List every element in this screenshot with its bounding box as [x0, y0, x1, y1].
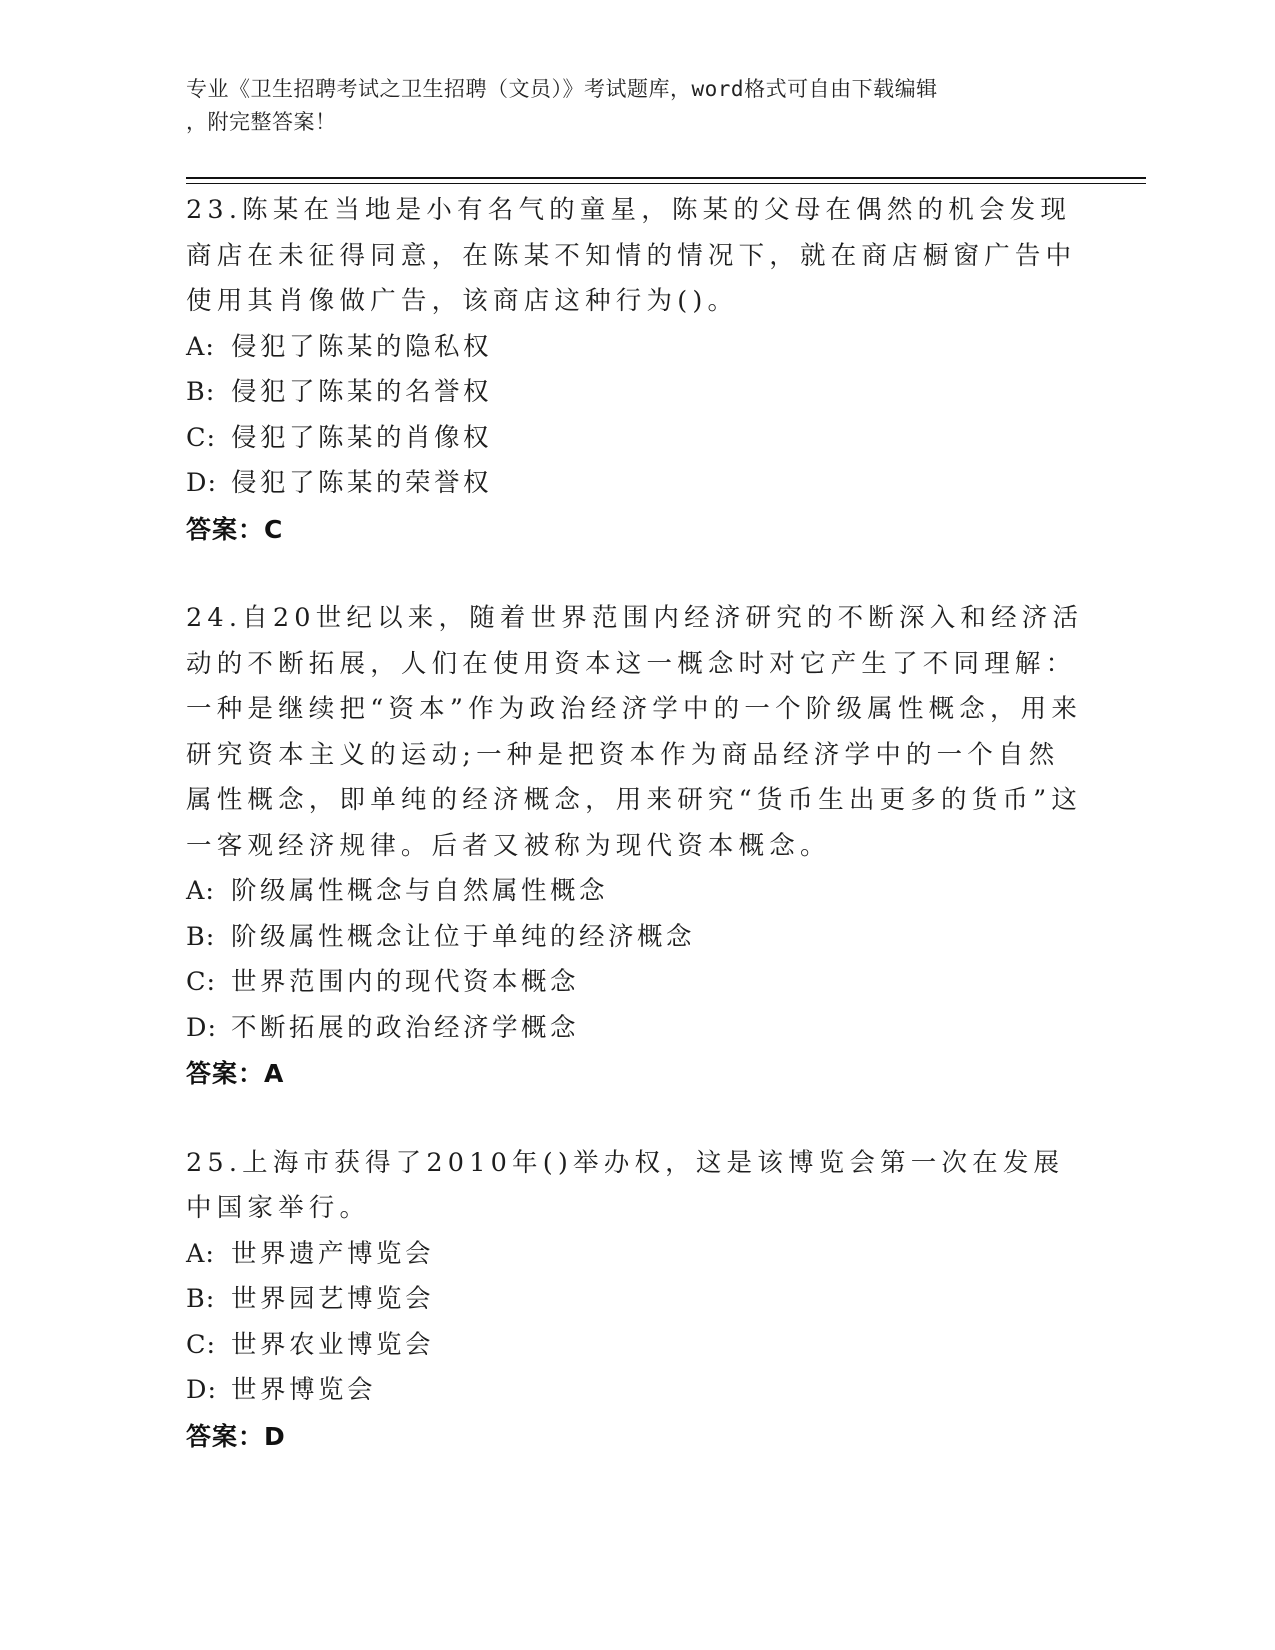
- option-text: 阶级属性概念与自然属性概念: [231, 876, 609, 906]
- option-text: 世界园艺博览会: [231, 1284, 435, 1314]
- option-c: [186, 416, 1086, 462]
- question-stem: 25.上海市获得了2010年()举办权，这是该博览会第一次在发展中国家举行。: [186, 1147, 1065, 1223]
- option-c: [186, 1323, 1086, 1369]
- option-key: B:: [186, 1284, 216, 1314]
- option-b: [186, 370, 1086, 416]
- option-key: B:: [186, 377, 216, 407]
- header-divider-thin: [186, 183, 1146, 184]
- option-text: 世界范围内的现代资本概念: [231, 967, 580, 997]
- option-key: C:: [186, 422, 217, 453]
- option-key: B:: [186, 921, 216, 952]
- option-text: 阶级属性概念让位于单纯的经济概念: [231, 921, 696, 952]
- option-text: 不断拓展的政治经济学概念: [231, 1012, 580, 1043]
- option-b: [186, 1277, 1086, 1323]
- option-key: D:: [186, 468, 218, 498]
- option-d: [186, 1006, 1086, 1052]
- question-23: [186, 188, 1086, 552]
- answer: 答案：A: [186, 1059, 285, 1088]
- question-24: [186, 596, 1086, 1097]
- option-d: [186, 461, 1086, 507]
- answer: 答案：D: [186, 1421, 286, 1451]
- option-text: 世界遗产博览会: [231, 1238, 435, 1269]
- option-key: C:: [186, 1329, 217, 1360]
- option-d: [186, 1368, 1086, 1414]
- answer: 答案：C: [186, 514, 284, 544]
- question-25: [186, 1141, 1086, 1460]
- option-text: 侵犯了陈某的名誉权: [231, 377, 493, 407]
- option-c: [186, 960, 1086, 1006]
- header-line-1: 专业《卫生招聘考试之卫生招聘（文员）》考试题库，word格式可自由下载编辑: [186, 77, 938, 101]
- option-key: A:: [186, 331, 216, 362]
- question-list: [186, 188, 1086, 1503]
- option-text: 世界农业博览会: [231, 1329, 435, 1360]
- option-key: A:: [186, 1238, 216, 1269]
- option-a: [186, 869, 1086, 915]
- option-text: 侵犯了陈某的肖像权: [231, 422, 493, 453]
- option-text: 侵犯了陈某的隐私权: [231, 331, 493, 362]
- option-b: [186, 915, 1086, 961]
- question-stem: 23.陈某在当地是小有名气的童星，陈某的父母在偶然的机会发现商店在未征得同意，在陈某不知情的情况下，就在商店橱窗广告中使用其肖像做广告，该商店这种行为()。: [186, 195, 1077, 316]
- header-divider-thick: [186, 177, 1146, 179]
- option-a: [186, 1232, 1086, 1278]
- option-text: 世界博览会: [231, 1375, 377, 1405]
- header-line-2: ，附完整答案！: [186, 110, 337, 134]
- option-key: A:: [186, 876, 216, 906]
- question-stem: 24.自20世纪以来，随着世界范围内经济研究的不断深入和经济活动的不断拓展，人们在使用资本这一概念时对它产生了不同理解：一种是继续把“资本”作为政治经济学中的一个阶级属性概念，用来研究资本主义的运动;一种是把资本作为商品经济学中的一个自然属性概念，即单纯的经济概念，用来研究“货币生出更多的货币”这一客观经济规律。后者又被称为现代资本概念。: [186, 603, 1084, 861]
- option-text: 侵犯了陈某的荣誉权: [231, 468, 493, 498]
- option-key: C:: [186, 967, 217, 997]
- document-header: [186, 73, 1066, 139]
- option-a: [186, 325, 1086, 371]
- option-key: D:: [186, 1012, 218, 1043]
- option-key: D:: [186, 1375, 218, 1405]
